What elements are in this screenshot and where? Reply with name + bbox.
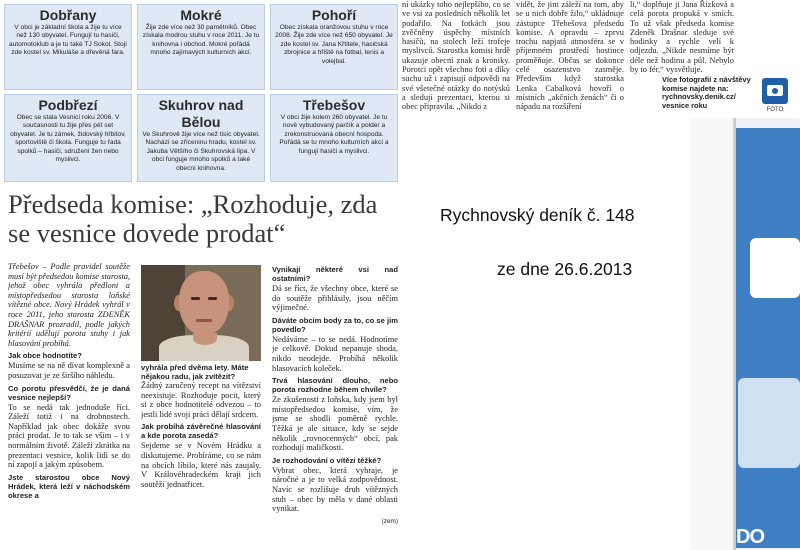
- article-column-1: [8, 262, 130, 550]
- village-name: Pohoří: [311, 7, 357, 23]
- village-box-trebesov: [270, 94, 398, 182]
- village-description: Obec se stala Vesnicí roku 2006. V současnosti tu žije přes pět set obyvatel. Je tu zámek, židovský hřbitov, sportoviště či škola. Funguje tu řada spolků – hasiči, sdružení žen nebo myslivci.: [10, 114, 126, 164]
- photo-caption-question: vyhrála před dvěma lety. Máte nějakou radu, jak zvítězit?: [141, 363, 249, 381]
- interview-question: Jak probíhá závěrečné hlasování a kde porota zasedá?: [141, 422, 261, 441]
- camera-icon: [762, 78, 788, 113]
- interview-answer: Žádný zaručený recept na vítězství neexistuje. Rozhoduje pocit, který si z obce hodnotitelé odvezou – to jestli lidé svoji práci dělají srdcem.: [141, 381, 261, 419]
- village-name: Podbřezí: [38, 97, 98, 113]
- source-annotation: Rychnovský deník č. 148: [440, 205, 635, 225]
- village-description: Žije zde více než 30 pamětníků. Obec získala modrou stuhu v roce 2011. Je tu knihovna i obchod. Mokré pořádá mnoho zajímavých kulturních akcí.: [142, 24, 260, 57]
- interview-question: Jak obce hodnotíte?: [8, 351, 82, 361]
- interview-question: Je rozhodování o vítězi těžké?: [272, 455, 382, 465]
- interview-answer: Vybrat obec, která vyhraje, je náročné a je to velká zodpovědnost. Navíc se rozlišuje druh vítězných stuh – obec by měla v dané oblasti vynikat.: [272, 465, 398, 514]
- interview-question: Co porotu přesvědčí, že je daná vesnice nejlepší?: [8, 383, 130, 402]
- village-description: V obci je základní škola a žije tu více než 130 obyvatel. Fungují tu hasiči, automotoklub a je tu také TJ Sokol. Stojí zde kostel sv. Mikuláše a dřevěná fara.: [9, 24, 127, 57]
- interview-answer: Nedáváme – to se nedá. Hodnotíme je celkově. Dokud nepanuje shoda, nikdo neodejde. Probíhá několik hlasovacích koleček.: [272, 334, 398, 373]
- interview-question: Trvá hlasování dlouho, nebo porota rozhodne během chvíle?: [272, 376, 398, 395]
- portrait-photo: [141, 265, 261, 361]
- more-photos-note: Více fotografií z návštěvy komise najdete na: rychnovsky.denik.cz/ vesnice roku: [662, 75, 751, 110]
- village-description: Ve Skuhrově žije více než tisíc obyvatel. Nachází se zříceninu hradu, kostel sv. Jakuba Většího či Skuhrovská lípa. V obci funguje mnoho spolků a také obecní knihovna.: [142, 131, 260, 172]
- village-box-podbrezi: [4, 94, 132, 182]
- report-column-1: ní ukázky toho nejlepšího, co se ve vsi za posledních několik let podařilo. Na fotkách jsou zvěčněny úspěchy místních hasičů, na stolech leží trofeje myslivců. Starostka komisi hrdě ukazuje obecní znak a kroniky. Porotci opět všechno foti a díky suchu už i zapisují odpovědi na své všetečné otázky do notýsků a sledují prezentaci, kterou si obec připravila. „Nikdo z: [402, 0, 510, 112]
- article-headline: Předseda komise: „Rozhoduje, zda se vesnice dovede prodat“: [8, 189, 378, 248]
- interview-answer: Sejdeme se v Novém Hrádku a diskutujeme. Probíráme, co se nám na obcích líbilo, které nás zaujaly. V Královéhradeckém kraji jich soutěží jednatřicet.: [141, 441, 261, 489]
- village-box-mokre: [137, 4, 265, 90]
- photo-badge-label: FOTO: [766, 107, 784, 113]
- interview-answer: Dá se říct, že všechny obce, které se do soutěže přihlásily, jsou něčím výjimečné.: [272, 284, 398, 313]
- report-column-3: li,“ doplňuje ji Jana Řízková a celá porota propuká v smích. To už však předseda komise Zdeněk Drašnar sleduje své hodinky a rychle velí k odjezdu. „Nikde nesmíme být déle než hodinu a půl. Nebylo by to fér,“ vysvětluje.: [630, 0, 734, 75]
- village-box-dobrany: [4, 4, 132, 90]
- date-annotation: ze dne 26.6.2013: [497, 259, 633, 279]
- village-description: V obci žije kolem 260 obyvatel. Je tu nově vybudovaný parčík a polder a zrekonstruovaná obecní hospoda. Pořádá se tu mnoho kulturních akcí a fungují hasiči a myslivci.: [279, 114, 389, 155]
- village-description: Obec získala oranžovou stuhu v roce 2008. Žije zde více než 650 obyvatel. Je zde kostel sv. Jana Křtitele, hasičská zbrojnice a hřiště na fotbal, tenis a volejbal.: [275, 24, 393, 65]
- village-box-pohori: [270, 4, 398, 90]
- interview-question: Jste starostou obce Nový Hrádek, která leží v náchodském okrese a: [8, 472, 130, 500]
- village-name: Skuhrov nad Bělou: [158, 97, 244, 130]
- report-column-2: vidět, že jim záleží na tom, aby se u nich dobře žilo,“ ukládnuje zástupce Třebešova předsedu komise. A opravdu – zprvu trochu napjatá atmosféra se v příjemném prostředí hostince proměňuje. Občas se dokonce celé osazenstvo zasměje. Především když starostka Lenka Cabalková hovoří o místních „akčních ženách“ či o nápadu na rozšíření: [516, 0, 624, 112]
- interview-question: Vynikají některé vsi nad ostatními?: [272, 265, 398, 283]
- article-lead: Třebešov – Podle pravidel soutěže musí být předsedou komise starosta, jehož obec vyhrála předloni a místopředsedou starosta loňské vítězné obce. Nový Hrádek vyhrál v roce 2011, jeho starosta ZDENĚK DRAŠNAR prozradil, podle jakých kritérií udělují porota stuhy i jak hlasování probíhá.: [8, 262, 130, 348]
- interview-question: Dáváte obcím body za to, co se jim povedlo?: [272, 315, 398, 334]
- village-box-skuhrov: [137, 94, 265, 182]
- back-page-text: DO: [736, 526, 764, 548]
- article-column-3: [272, 262, 398, 550]
- village-info-grid: [0, 0, 400, 186]
- author-signature: (zem): [381, 517, 398, 525]
- interview-answer: Ze zkušenosti z loňska, kdy jsem byl místopředsedou komise, vím, že jsme se shodli poměrně rychle. Těžká je ale situace, kdy se sejde několik „rovnocenných“ obcí, pak rozhodují maličkosti.: [272, 395, 398, 453]
- article-column-2: [141, 381, 261, 550]
- village-name: Dobřany: [39, 7, 97, 23]
- village-name: Mokré: [180, 7, 222, 23]
- interview-answer: Musíme se na ně dívat komplexně a posuzovat je ze širšího náhledu.: [8, 361, 130, 380]
- village-name: Třebešov: [302, 97, 366, 113]
- interview-answer: To se nedá tak jednoduše říci. Záleží totiž i na drobnostech. Například jak obec dokáže svou práci prodat. Je to tak se vším – i v normálním životě. Záleží zkrátka na prezentaci vesnice, kolik lidí se do ní zapojí a jakým způsobem.: [8, 402, 130, 470]
- back-page-fragment: [690, 118, 800, 550]
